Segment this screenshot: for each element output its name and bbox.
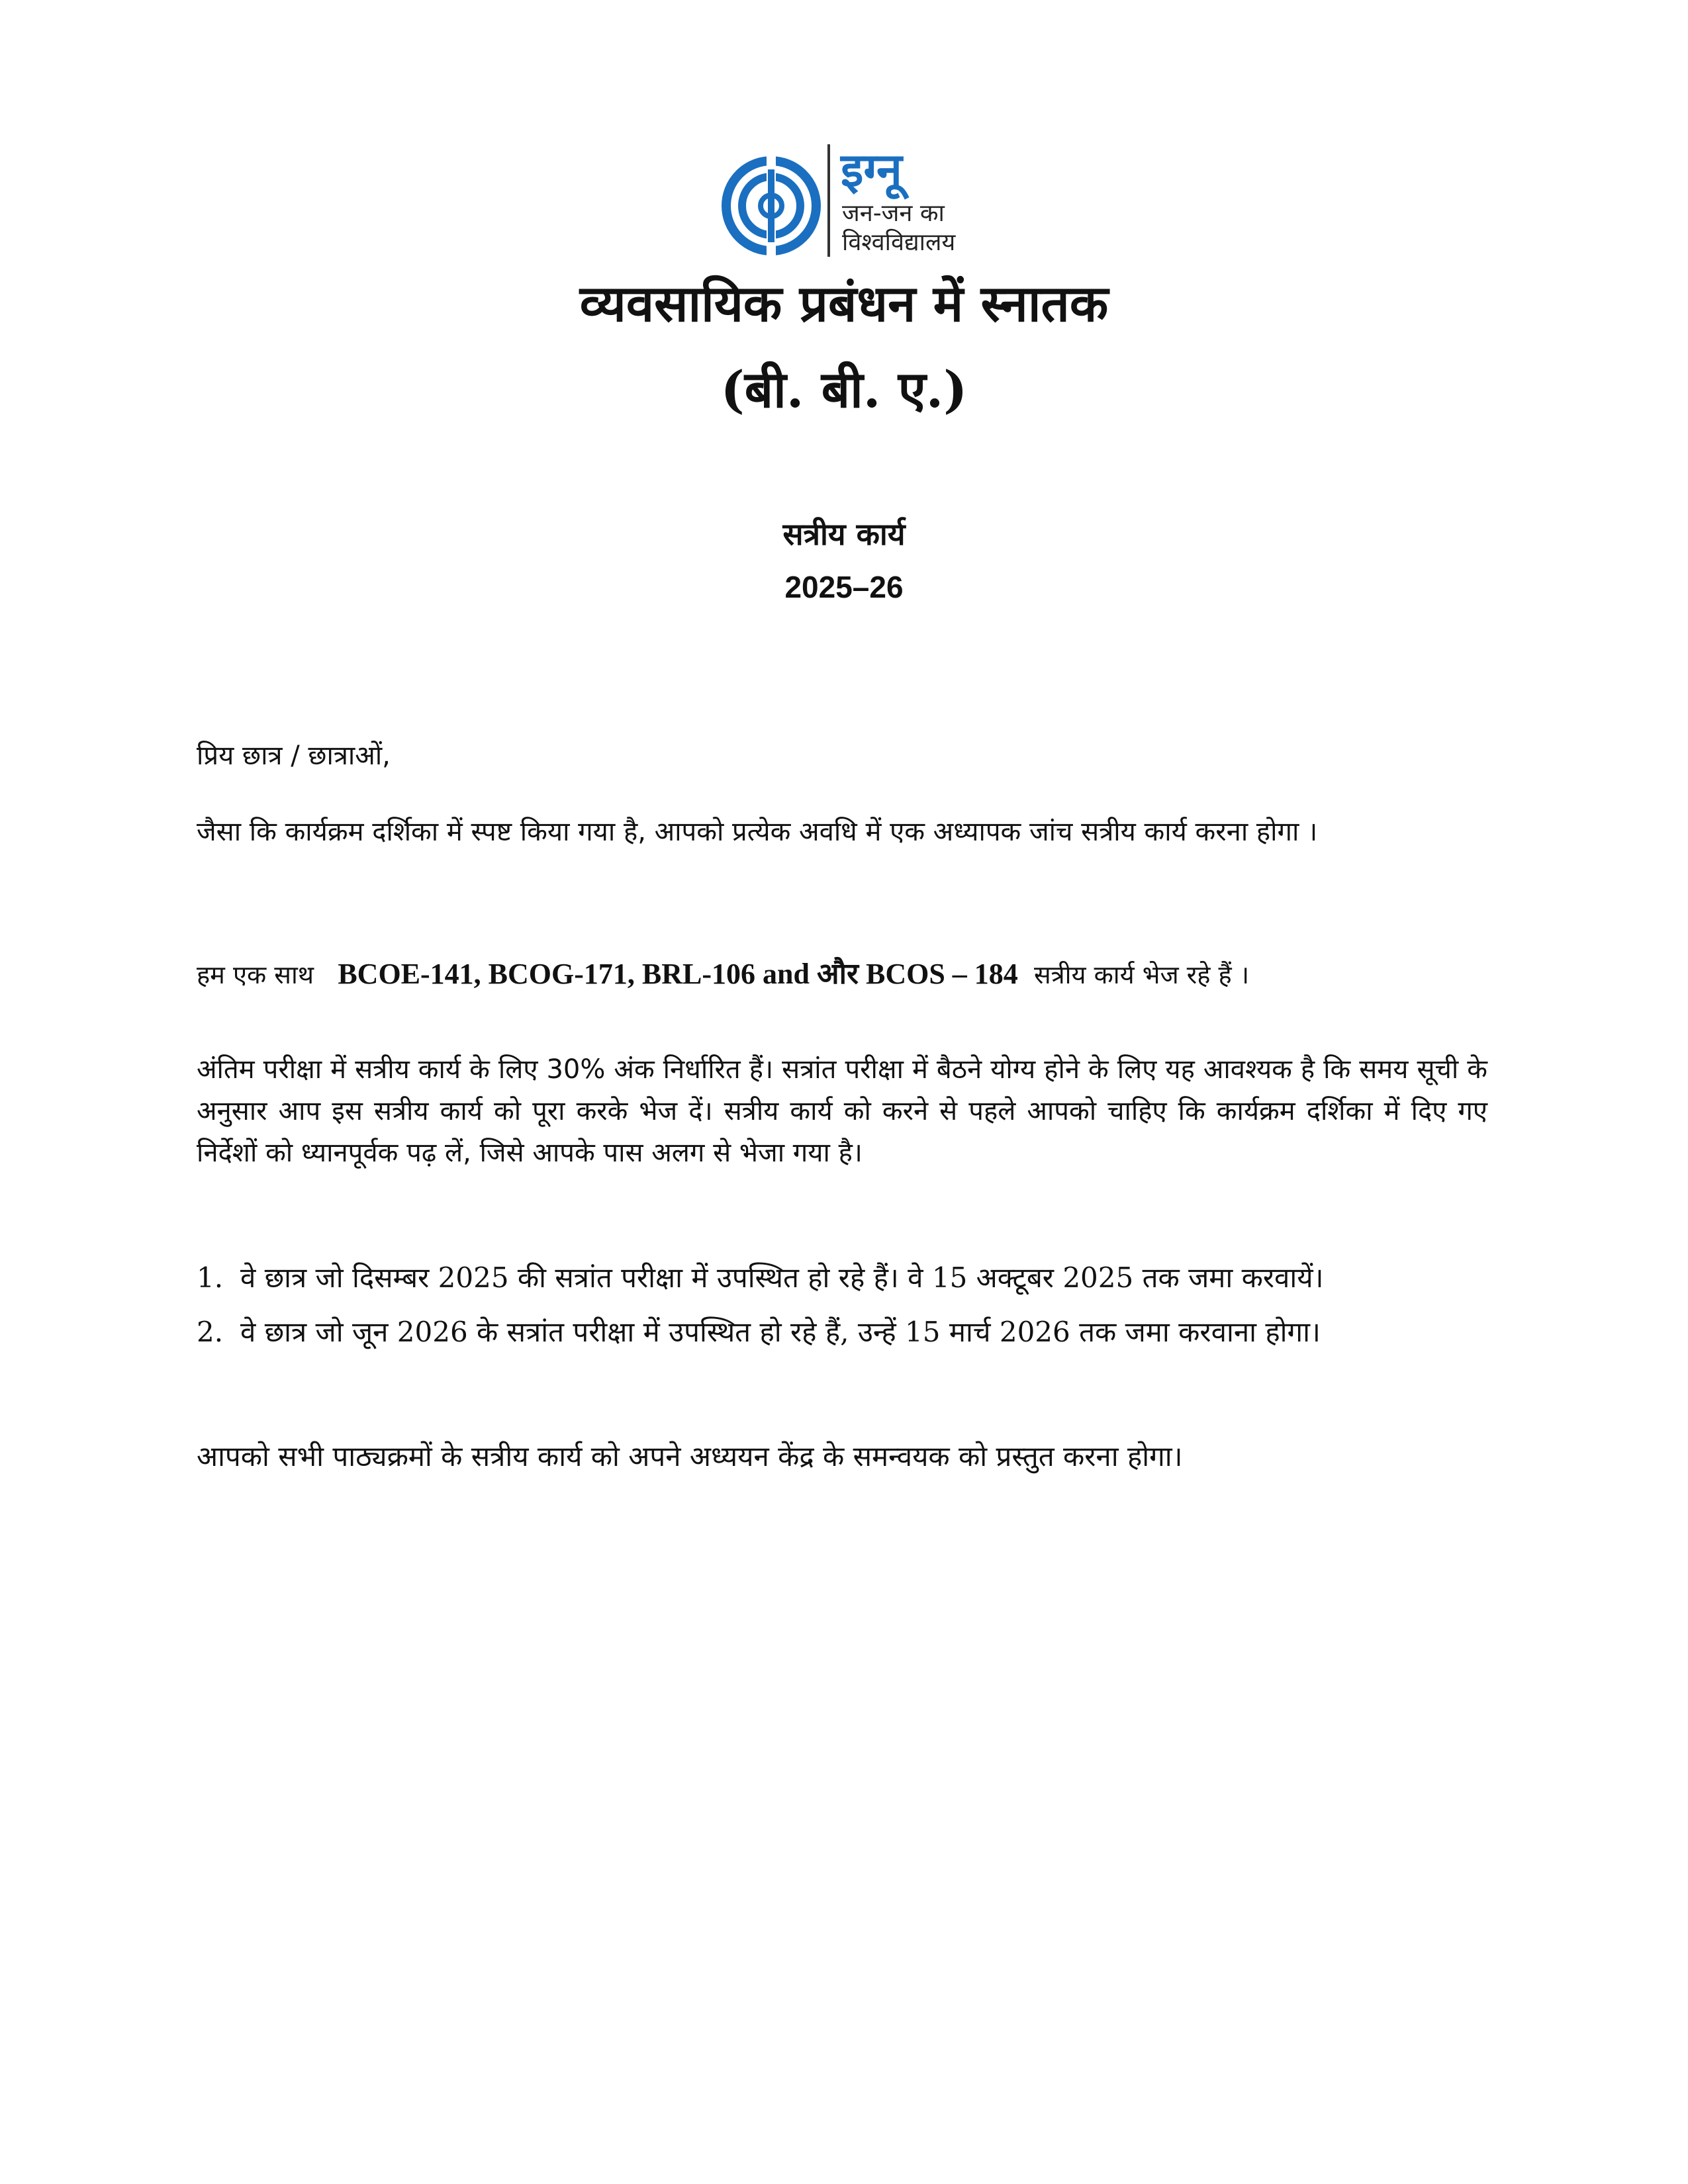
logo-brand-text: इग्नू [841,143,902,197]
logo-divider [827,144,830,257]
session-year: 2025–26 [784,570,904,604]
list-item-number: 2. [197,1316,224,1348]
ignou-logo-icon [722,156,821,255]
page-subtitle: (बी. बी. ए.) [720,360,968,419]
ignou-logo [722,144,960,257]
list-item-text: वे छात्र जो जून 2026 के सत्रांत परीक्षा में उपस्थित हो रहे हैं, उन्हें 15 मार्च 2026 तक जमा करवाना होगा। [240,1316,1321,1348]
marks-paragraph: अंतिम परीक्षा में सत्रीय कार्य के लिए 30% अंक निर्धारित हैं। सत्रांत परीक्षा में बैठने योग्य होने के लिए यह आवश्यक है कि समय सूची के अनुसार आप इस सत्रीय कार्य को पूरा करके भेज दें। सत्रीय कार्य को करने से पहले आपको चाहिए कि कार्यक्रम दर्शिका में दिए गए निर्देशों को ध्यानपूर्वक पढ़ लें, जिसे आपके पास अलग से भेजा गया है। [197,1054,1487,1168]
salutation: प्रिय छात्र / छात्राओं, [197,741,391,771]
codes-prefix: हम एक साथ [197,960,314,989]
list-item [197,1254,1521,1302]
list-item [197,1308,1521,1356]
closing-paragraph: आपको सभी पाठ्यक्रमों के सत्रीय कार्य को अपने अध्ययन केंद्र के समन्वयक को प्रस्तुत करना होगा। [197,1440,1183,1473]
course-codes: BCOE-141, BCOG-171, BRL-106 and और BCOS – 184 [338,958,1018,990]
logo-tagline-line2: विश्वविद्यालय [842,229,956,256]
logo-tagline-line1: जन-जन का [842,200,945,227]
codes-suffix: सत्रीय कार्य भेज रहे हैं । [1033,960,1250,989]
page-title: व्यवसायिक प्रबंधन में स्नातक [579,274,1109,333]
list-item-number: 1. [197,1261,224,1294]
assignment-heading: सत्रीय कार्य [782,516,906,552]
course-codes-line [197,953,1487,996]
list-item-text: वे छात्र जो दिसम्बर 2025 की सत्रांत परीक्षा में उपस्थित हो रहे हैं। वे 15 अक्टूबर 2025 तक जमा करवायें। [240,1261,1324,1294]
intro-paragraph: जैसा कि कार्यक्रम दर्शिका में स्पष्ट किया गया है, आपको प्रत्येक अवधि में एक अध्यापक जांच सत्रीय कार्य करना होगा । [197,817,1318,847]
